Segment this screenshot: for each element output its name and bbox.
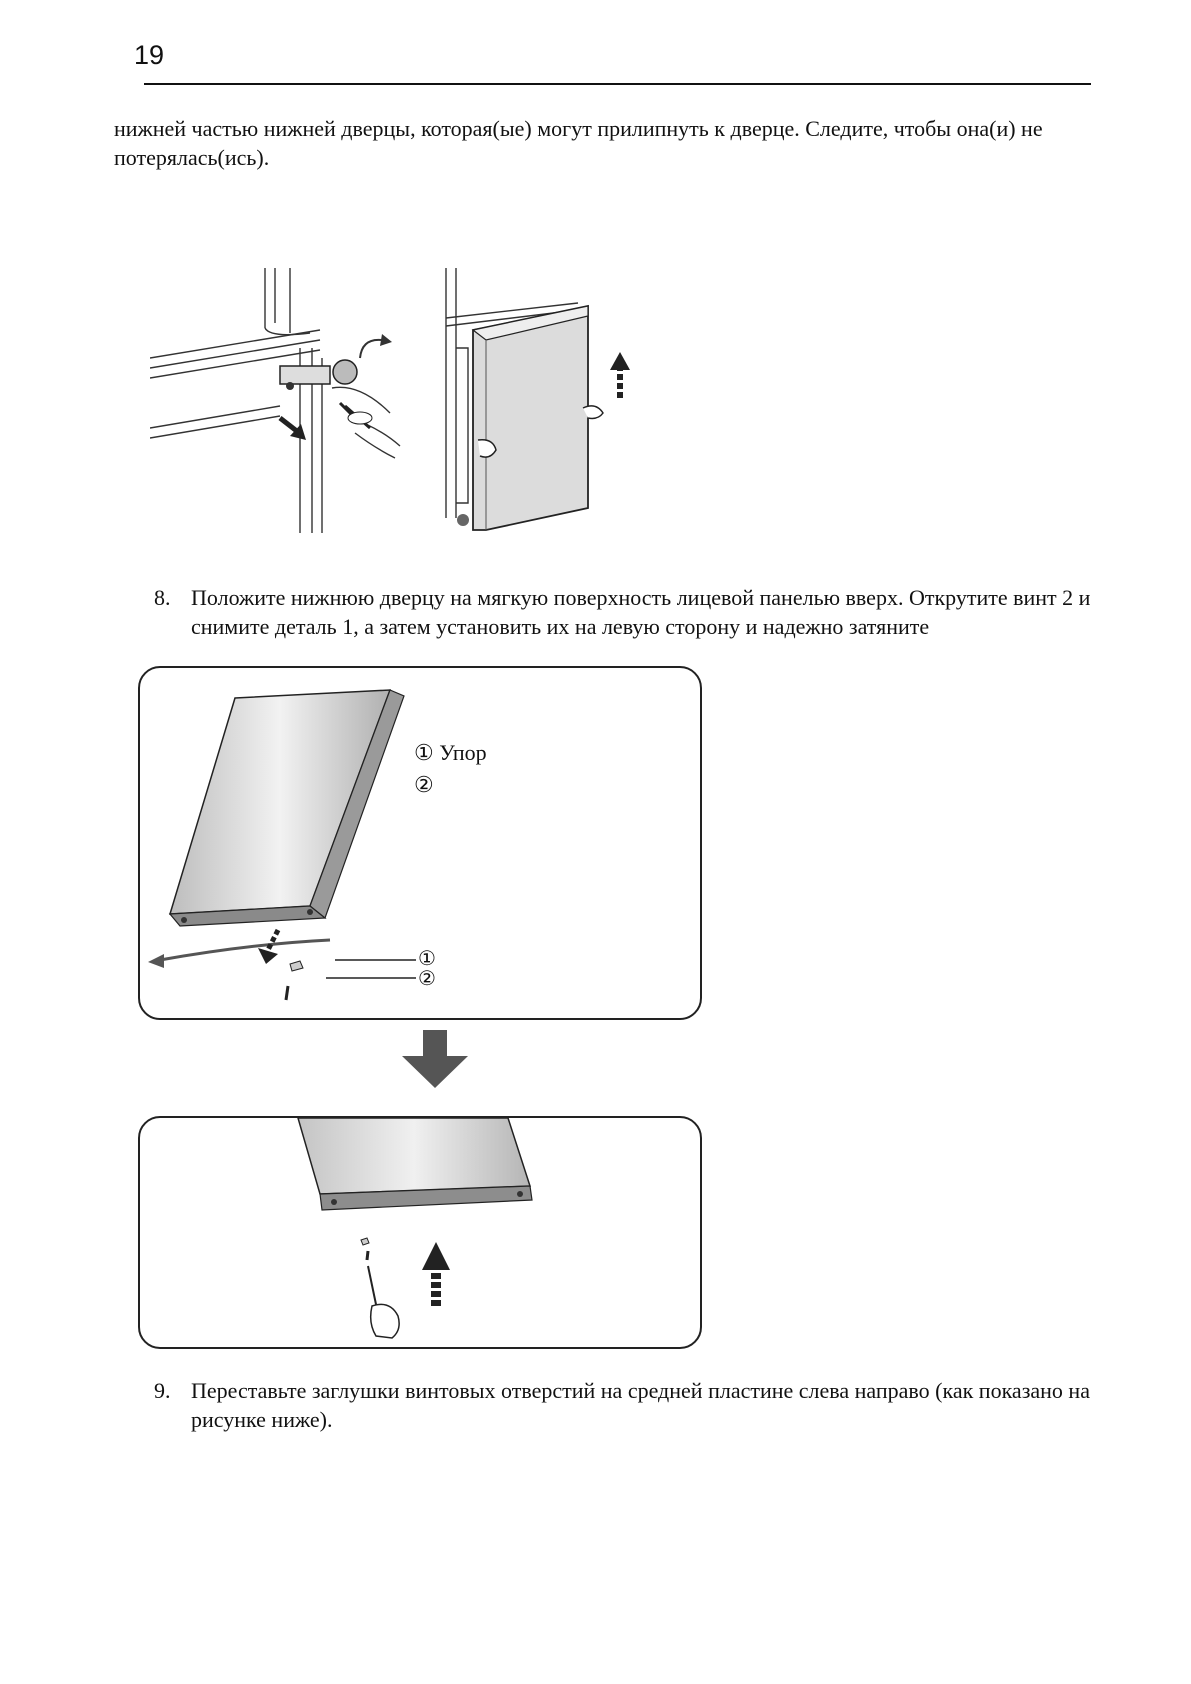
figure-panel-install-left — [138, 1116, 702, 1349]
step-number: 9. — [154, 1378, 171, 1403]
step-number: 8. — [154, 585, 171, 610]
down-arrow-icon — [280, 418, 306, 440]
legend-label: Упор — [439, 740, 487, 765]
legend-item-2 — [414, 772, 434, 798]
callout-2: ② — [418, 968, 436, 990]
step-text: Положите нижнюю дверцу на мягкую поверхность лицевой панелью вверх. Открутите винт 2 и снимите деталь 1, а затем установить их на левую сторону и надежно затяните — [191, 585, 1091, 639]
hinge-removal-illustration — [150, 268, 440, 533]
hinge-bracket — [280, 366, 330, 384]
down-arrow-icon — [258, 930, 278, 964]
callout-1: ① — [418, 948, 436, 970]
header-rule — [144, 83, 1091, 85]
door-install-illustration — [140, 1118, 700, 1347]
rotate-arrow-icon — [360, 340, 382, 358]
stop-part — [290, 961, 303, 971]
next-step-arrow-icon — [400, 1030, 470, 1090]
stop-part — [361, 1238, 369, 1245]
step-9 — [154, 1376, 1114, 1436]
door-lift-illustration — [438, 268, 638, 533]
intro-paragraph: нижней частью нижней дверцы, которая(ые) могут прилипнуть к дверце. Следите, чтобы она(и) не потерялась(ись). — [114, 116, 1043, 170]
hand-icon — [371, 1304, 399, 1338]
figure-panel-remove-stop — [138, 666, 702, 1020]
screw-part — [286, 986, 288, 1000]
step-text: Переставьте заглушки винтовых отверстий на средней пластине слева направо (как показано на рисунке ниже). — [191, 1378, 1090, 1432]
up-arrow-icon — [610, 352, 630, 398]
legend-marker: ① — [414, 740, 434, 765]
move-left-arrow-icon — [160, 940, 330, 960]
legend-item-1 — [414, 740, 487, 766]
legend-marker: ② — [414, 772, 434, 797]
up-arrow-icon — [422, 1242, 450, 1306]
page-number: 19 — [134, 40, 165, 70]
step-8 — [154, 583, 1114, 643]
screw-part — [367, 1251, 368, 1260]
